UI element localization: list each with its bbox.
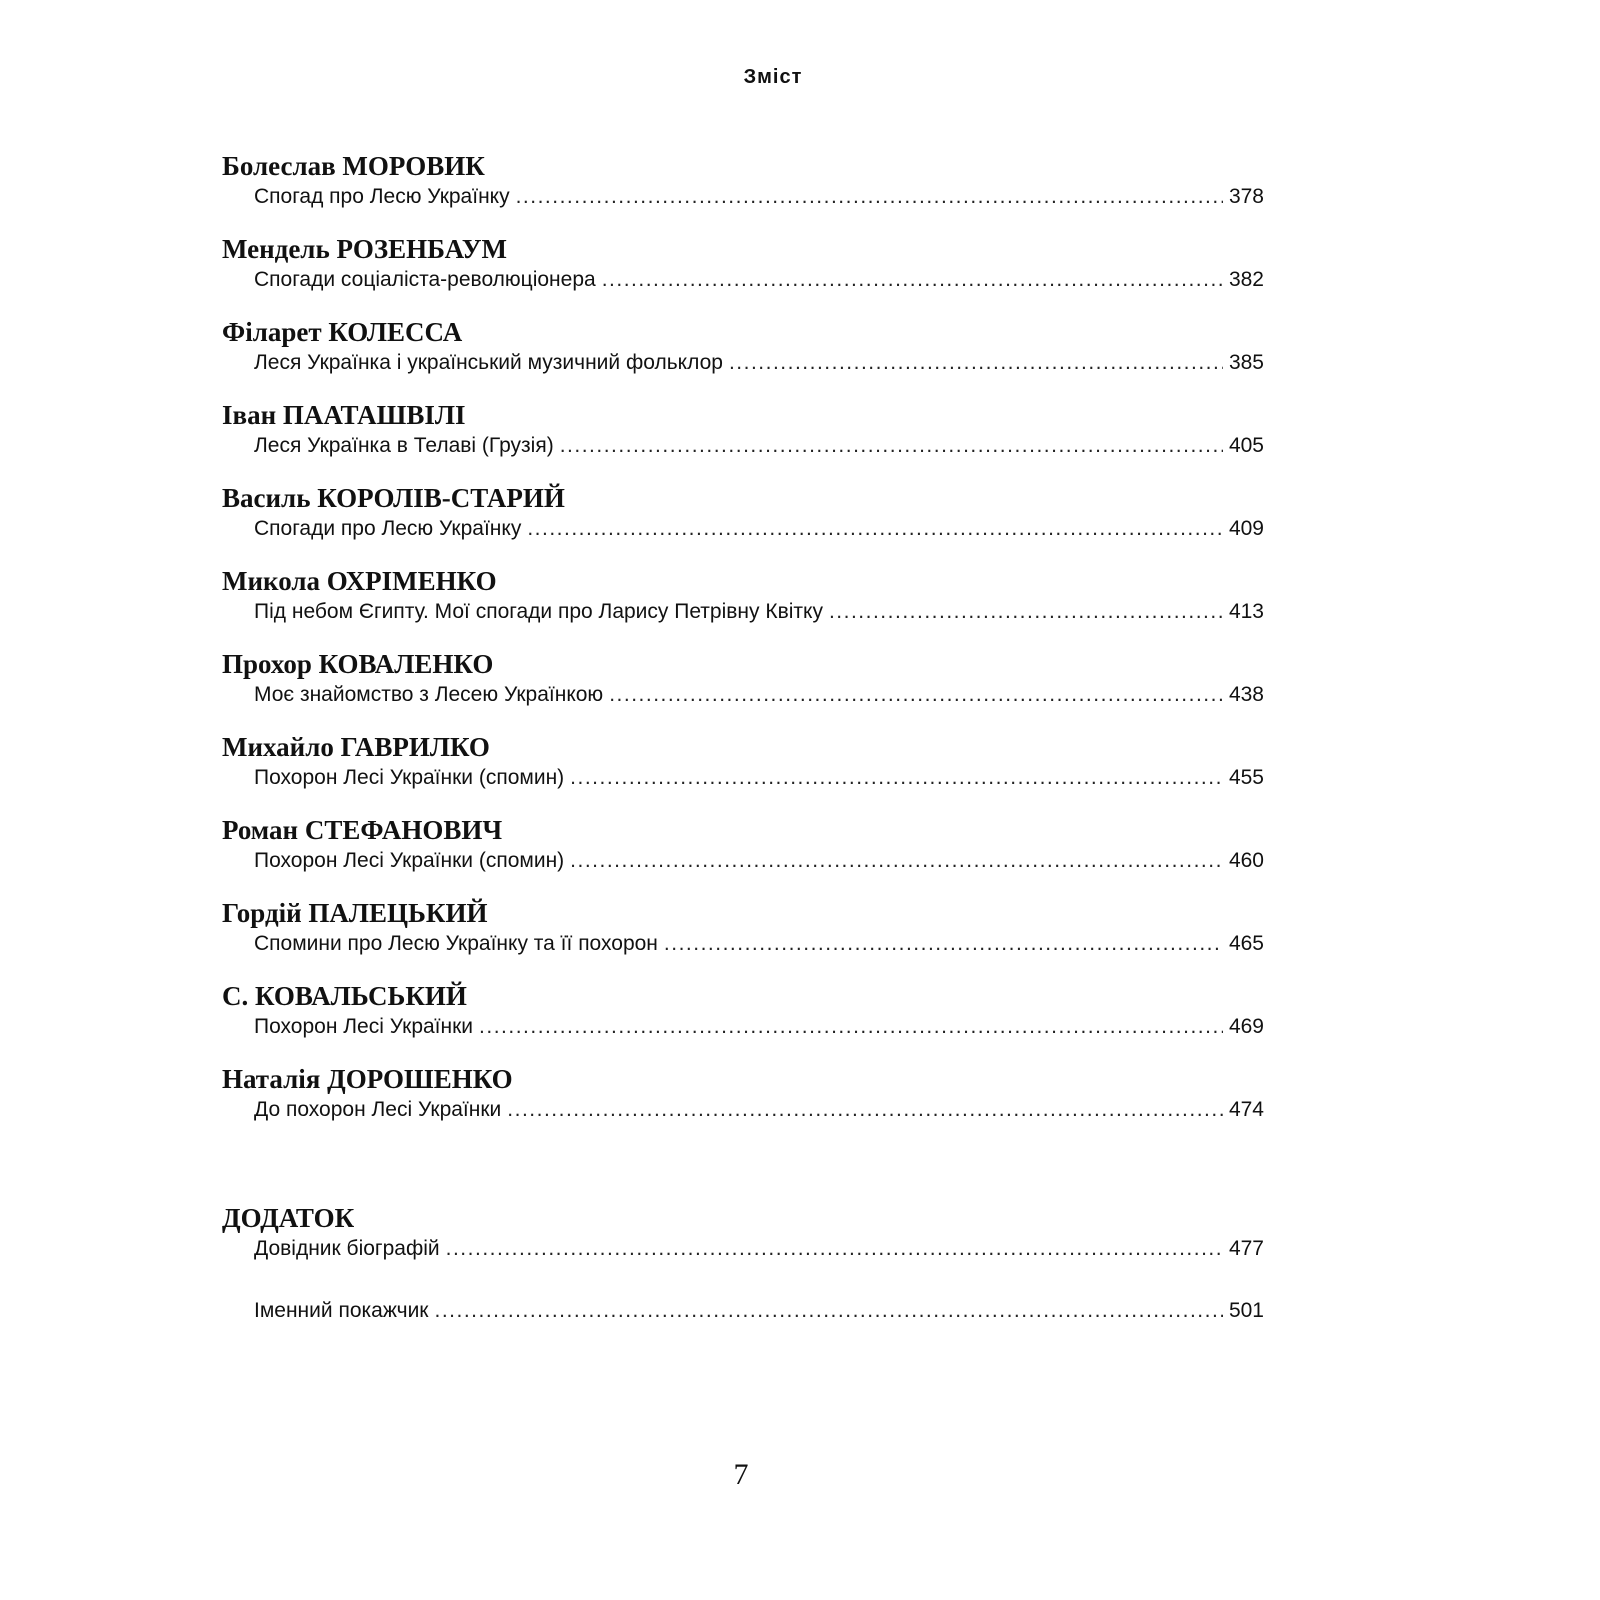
page-ref: 385 [1228, 351, 1264, 374]
work-title: До похорон Лесі Українки [254, 1098, 502, 1121]
author-name: Михайло ГАВРИЛКО [222, 732, 490, 762]
work-title: Похорон Лесі Українки (спомин) [254, 849, 565, 872]
toc-line [254, 1234, 1264, 1264]
work-title: Леся Українка і український музичний фольклор [254, 351, 723, 374]
page-ref: 405 [1228, 434, 1264, 457]
dot-leader [527, 514, 1223, 544]
work-title: Спогади про Лесю Українку [254, 517, 522, 540]
toc-line [254, 929, 1264, 959]
author-name: Прохор КОВАЛЕНКО [222, 649, 494, 679]
work-title: Спогад про Лесю Українку [254, 185, 510, 208]
page-ref: 465 [1228, 932, 1264, 955]
page-ref: 382 [1228, 268, 1264, 291]
dot-leader [664, 929, 1223, 959]
dot-leader [479, 1012, 1223, 1042]
page-ref: 474 [1228, 1098, 1264, 1121]
author-name: Гордій ПАЛЕЦЬКИЙ [222, 898, 488, 928]
work-title: Іменний покажчик [254, 1299, 429, 1322]
author-name: С. КОВАЛЬСЬКИЙ [222, 981, 467, 1011]
toc-entry [222, 482, 1264, 565]
dot-leader [729, 348, 1223, 378]
work-title: Під небом Єгипту. Мої спогади про Ларису Петрівну Квітку [254, 600, 823, 623]
dot-leader [570, 846, 1223, 876]
toc-entry [222, 897, 1264, 980]
page-number: 7 [733, 1458, 749, 1491]
dot-leader [435, 1296, 1223, 1326]
toc-entry [222, 565, 1264, 648]
toc-entry [222, 399, 1264, 482]
toc-line [254, 763, 1264, 793]
toc-line [254, 431, 1264, 461]
work-title: Спомини про Лесю Українку та її похорон [254, 932, 658, 955]
page-ref: 469 [1228, 1015, 1264, 1038]
dot-leader [829, 597, 1223, 627]
toc-line [254, 680, 1264, 710]
dot-leader [560, 431, 1223, 461]
appendix-heading: ДОДАТОК [222, 1203, 355, 1233]
work-title: Спогади соціаліста-революціонера [254, 268, 596, 291]
toc-entry [222, 1063, 1264, 1146]
table-of-contents [222, 150, 1264, 1146]
page-ref: 477 [1228, 1237, 1264, 1260]
toc-entry [222, 731, 1264, 814]
page-ref: 460 [1228, 849, 1264, 872]
toc-line [254, 597, 1264, 627]
toc-line [254, 1012, 1264, 1042]
dot-leader [609, 680, 1223, 710]
toc-line [254, 265, 1264, 295]
toc-entry [222, 814, 1264, 897]
running-header: Зміст [743, 66, 803, 88]
toc-entry [222, 233, 1264, 316]
toc-line [254, 846, 1264, 876]
work-title: Леся Українка в Телаві (Грузія) [254, 434, 554, 457]
dot-leader [602, 265, 1223, 295]
toc-line [254, 1296, 1264, 1326]
author-name: Василь КОРОЛІВ-СТАРИЙ [222, 483, 565, 513]
toc-line [254, 1095, 1264, 1125]
author-name: Філарет КОЛЕССА [222, 317, 463, 347]
author-name: Наталія ДОРОШЕНКО [222, 1064, 513, 1094]
dot-leader [516, 182, 1223, 212]
toc-line [254, 348, 1264, 378]
toc-line [254, 182, 1264, 212]
page-ref: 409 [1228, 517, 1264, 540]
toc-entry [222, 150, 1264, 233]
author-name: Роман СТЕФАНОВИЧ [222, 815, 503, 845]
work-title: Довідник біографій [254, 1237, 440, 1260]
author-name: Микола ОХРІМЕНКО [222, 566, 497, 596]
author-name: Мендель РОЗЕНБАУМ [222, 234, 508, 264]
appendix-section [222, 1202, 1264, 1326]
page-ref: 438 [1228, 683, 1264, 706]
author-name: Іван ПААТАШВІЛІ [222, 400, 466, 430]
work-title: Похорон Лесі Українки (спомин) [254, 766, 565, 789]
toc-entry [222, 316, 1264, 399]
toc-line [254, 514, 1264, 544]
page-ref: 455 [1228, 766, 1264, 789]
page-ref: 413 [1228, 600, 1264, 623]
page-ref: 501 [1228, 1299, 1264, 1322]
work-title: Похорон Лесі Українки [254, 1015, 474, 1038]
toc-entry [222, 648, 1264, 731]
toc-entry [222, 980, 1264, 1063]
dot-leader [507, 1095, 1223, 1125]
page-ref: 378 [1228, 185, 1264, 208]
work-title: Моє знайомство з Лесею Українкою [254, 683, 604, 706]
author-name: Болеслав МОРОВИК [222, 151, 485, 181]
dot-leader [446, 1234, 1223, 1264]
dot-leader [570, 763, 1223, 793]
